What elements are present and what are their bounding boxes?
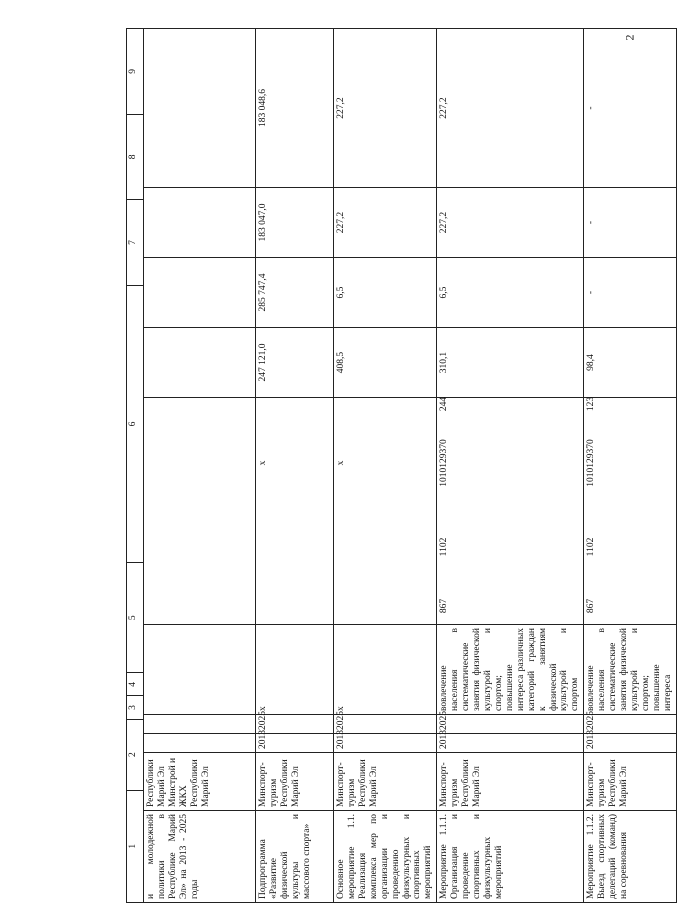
code-csr: x (258, 460, 268, 466)
code-csr: 1010129370 (586, 439, 597, 487)
code-vr (336, 389, 347, 419)
header-cell: 3 (127, 696, 144, 719)
cell-budget-codes (256, 398, 334, 625)
table-canvas (126, 28, 673, 903)
cell-executor: Республики Марий Эл Минстрой и ЖКХ Республики Марий Эл (144, 753, 256, 811)
code-grbs: 867 (439, 598, 450, 614)
cell-value-col7: 98,4 (584, 328, 676, 398)
code-rzpr (258, 507, 269, 587)
code-grbs (336, 591, 347, 621)
cell-end-year (144, 715, 256, 734)
code-rzpr: 1102 (439, 537, 450, 557)
cell-start-year: 2013 (334, 734, 437, 753)
program-table-body (143, 28, 677, 903)
cell-executor: Минспорт-туризм Республики Марий Эл (256, 753, 334, 811)
table-row (256, 29, 334, 903)
code-vr (258, 389, 269, 419)
program-table (126, 28, 144, 903)
cell-start-year (144, 734, 256, 753)
page-number: 2 (622, 34, 637, 41)
cell-end-year: 2025 (256, 715, 334, 734)
cell-value-col8: 6,5 (437, 258, 584, 328)
cell-start-year: 2013 (256, 734, 334, 753)
cell-value-col8: - (584, 258, 676, 328)
cell-value-col7: 247 121,0 (256, 328, 334, 398)
code-vr: 123 (586, 396, 597, 412)
cell-result: вовлечение населения в систематические занятия физической культурой и спортом; повышение интереса (584, 625, 676, 715)
cell-result: x (334, 625, 437, 715)
cell-value-col8: 6,5 (334, 258, 437, 328)
code-rzpr (336, 507, 347, 587)
table-row (437, 29, 584, 903)
cell-end-year: 2025 (584, 715, 676, 734)
cell-description: и молодежной политики в Республике Марий Эл» на 2013 - 2025 годы (144, 811, 256, 903)
cell-value-col10: 183 048,6 (256, 29, 334, 188)
code-csr: x (336, 460, 346, 466)
cell-end-year: 2025 (437, 715, 584, 734)
cell-description: Мероприятие 1.1.1. Организация и проведение спортивных и физкультурных мероприятий (437, 811, 584, 903)
cell-budget-codes (437, 398, 584, 625)
cell-value-col8: 285 747,4 (256, 258, 334, 328)
cell-end-year: 2025 (334, 715, 437, 734)
table-row (144, 29, 256, 903)
cell-result: вовлечение населения в систематические занятия физической культурой и спортом; повышение интереса различных категорий граждан к занятиям физической культурой и спортом (437, 625, 584, 715)
header-cell: 4 (127, 673, 144, 696)
cell-value-col10 (144, 29, 256, 188)
header-cell: 7 (127, 200, 144, 286)
cell-value-col10: - (584, 29, 676, 188)
cell-description: Основное мероприятие 1.1. Реализация комплекса мер по организации и проведению физкультурных и спортивных мероприятий (334, 811, 437, 903)
cell-executor: Минспорт-туризм Республики Марий Эл (334, 753, 437, 811)
header-row (127, 29, 144, 903)
cell-budget-codes (584, 398, 676, 625)
cell-value-col10: 227,2 (437, 29, 584, 188)
header-cell: 6 (127, 285, 144, 562)
code-grbs (258, 591, 269, 621)
cell-start-year: 2013 (584, 734, 676, 753)
cell-result (144, 625, 256, 715)
table-row (584, 29, 676, 903)
cell-value-col9: 227,2 (437, 188, 584, 258)
cell-description: Подпрограмма «Развитие физической культуры и массового спорта» (256, 811, 334, 903)
cell-value-col9: - (584, 188, 676, 258)
header-cell: 2 (127, 719, 144, 790)
cell-value-col9: 227,2 (334, 188, 437, 258)
table-row (334, 29, 437, 903)
cell-value-col7: 310,1 (437, 328, 584, 398)
code-csr: 1010129370 (439, 439, 450, 487)
cell-value-col7: 408,5 (334, 328, 437, 398)
cell-value-col9: 183 047,0 (256, 188, 334, 258)
header-cell: 8 (127, 114, 144, 200)
code-vr: 244 (439, 396, 450, 412)
header-cell: 5 (127, 563, 144, 673)
cell-start-year: 2013 (437, 734, 584, 753)
cell-executor: Минспорт-туризм Республики Марий Эл (584, 753, 676, 811)
cell-budget-codes (334, 398, 437, 625)
cell-value-col7 (144, 328, 256, 398)
header-cell: 1 (127, 790, 144, 902)
cell-executor: Минспорт-туризм Республики Марий Эл (437, 753, 584, 811)
cell-value-col8 (144, 258, 256, 328)
cell-description: Мероприятие 1.1.2. Выезд спортивных делегаций (команд) на соревнования (584, 811, 676, 903)
code-grbs: 867 (586, 598, 597, 614)
cell-value-col10: 227,2 (334, 29, 437, 188)
header-cell: 9 (127, 29, 144, 115)
cell-budget-codes (144, 398, 256, 625)
rotated-sheet (126, 28, 673, 903)
code-rzpr: 1102 (586, 537, 597, 557)
cell-result: x (256, 625, 334, 715)
cell-value-col9 (144, 188, 256, 258)
